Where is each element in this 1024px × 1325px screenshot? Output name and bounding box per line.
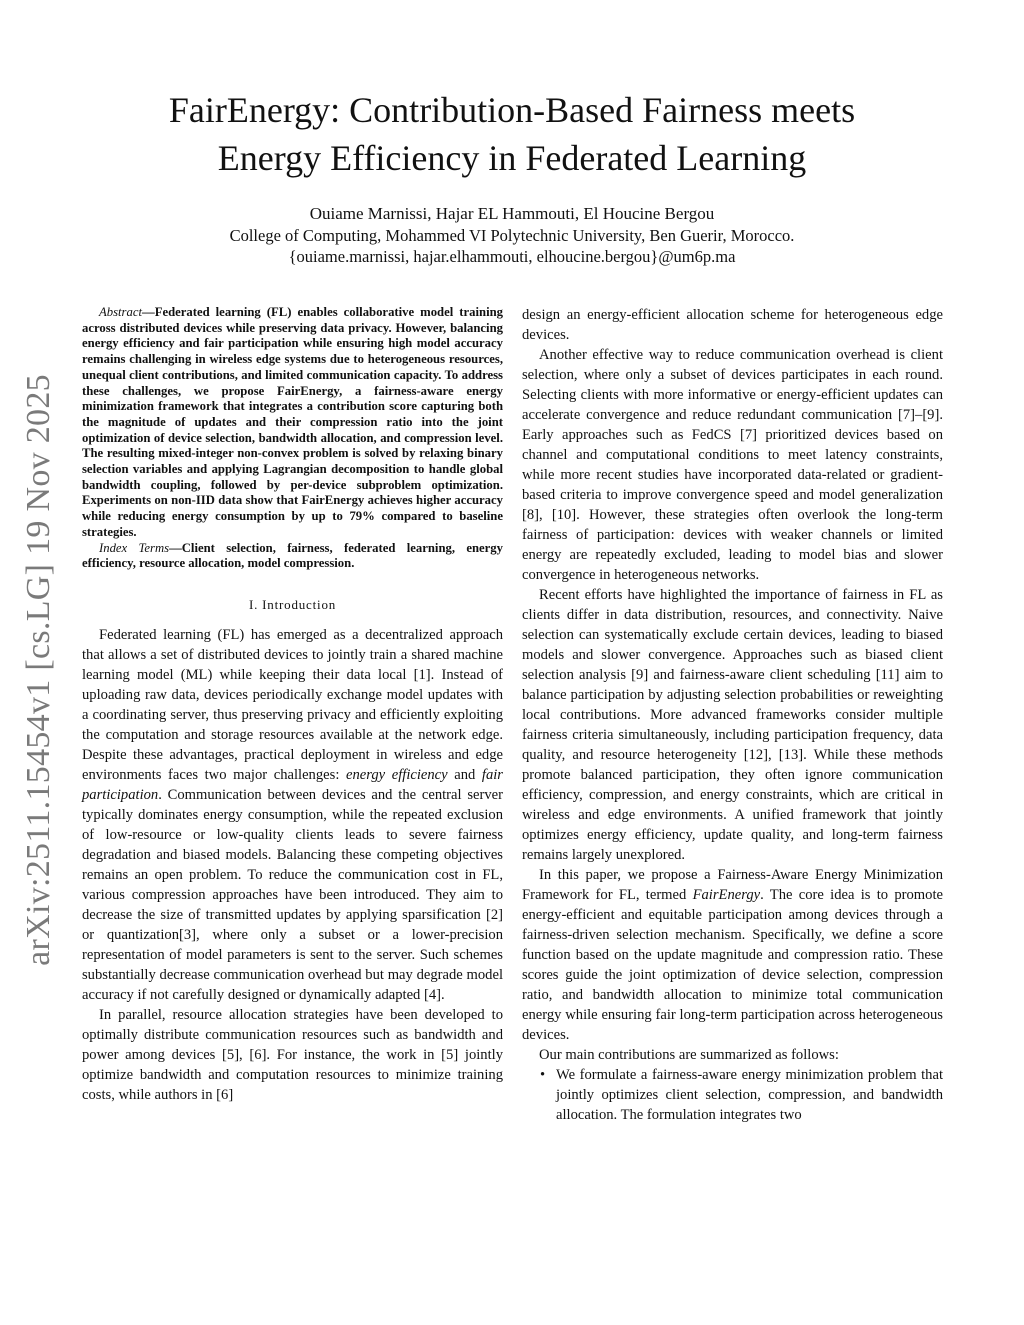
right-p3-text-b: . The core idea is to promote energy-efficient and equitable participation among devices through a fairness-driven selection mechanism. Specifically, we define a score function based on the update magnitude and compression ratio. These scores guide the joint optimization of device selection, compression ratio, and bandwidth allocation to minimize total communication energy while ensuring fair long-term participation across heterogeneous devices. (522, 887, 943, 1043)
intro-p1-text-c: . Communication between devices and the central server typically dominates energy consumption, while the repeated exclusion of low-resource or low-quality clients leads to severe fairness degradation and biased models. Balancing these competing objectives remains an open problem. To reduce the communication cost in FL, various compression approaches have been introduced. They aim to decrease the size of transmitted updates by applying sparsification [2] or quantization[3], where only a subset or a lower-precision representation of model parameters is sent to the server. Such schemes substantially decrease communication overhead but may degrade model accuracy if not carefully designed or dynamically adapted [4]. (82, 786, 503, 1003)
author-names: Ouiame Marnissi, Hajar EL Hammouti, El Houcine Bergou (309, 204, 715, 223)
abstract (82, 305, 503, 541)
title-line-2: Energy Efficiency in Federated Learning (217, 138, 807, 178)
right-paragraph-3 (522, 865, 943, 1045)
intro-p1-text-b: and (447, 766, 482, 783)
right-column (522, 305, 943, 1125)
bullet-1-text: We formulate a fairness-aware energy minimization problem that jointly optimizes client selection, compression, and bandwidth allocation. The formulation integrates two (556, 1067, 943, 1123)
bullet-dot-icon: • (540, 1067, 546, 1083)
right-paragraph-0: design an energy-efficient allocation scheme for heterogeneous edge devices. (522, 307, 943, 343)
author-block (82, 203, 942, 267)
intro-p1-emphasis-1: energy efficiency (345, 766, 448, 783)
index-terms (82, 541, 503, 572)
right-p3-text-a: In this paper, we propose a Fairness-Aware Energy Minimization Framework for FL, termed (522, 867, 943, 903)
paper-title (82, 86, 942, 182)
affiliation: College of Computing, Mohammed VI Polytechnic University, Ben Guerir, Morocco. (229, 226, 795, 245)
index-terms-text: —Client selection, fairness, federated learning, energy efficiency, resource allocation, model compression. (82, 540, 503, 571)
intro-paragraph-1 (82, 625, 503, 1005)
intro-p1-emphasis-2: fair participation (82, 766, 503, 803)
arxiv-sidebar (14, 370, 64, 970)
section-heading-introduction: I. Introduction (248, 596, 337, 612)
abstract-label: Abstract (99, 305, 142, 319)
title-line-1: FairEnergy: Contribution-Based Fairness meets (168, 90, 856, 130)
right-paragraph-4: Our main contributions are summarized as follows: (539, 1047, 839, 1063)
arxiv-identifier: arXiv:2511.15454v1 [cs.LG] 19 Nov 2025 (20, 374, 57, 966)
abstract-text: —Federated learning (FL) enables collaborative model training across distributed devices while preserving data privacy. However, balancing energy efficiency and fair participation while ensuring high model accuracy remains challenging in wireless edge systems due to heterogeneous resources, unequal client contributions, and limited communication capacity. To address these challenges, we propose FairEnergy, a fairness-aware energy minimization framework that integrates a contribution score capturing both the magnitude of updates and their compression ratio into the joint optimization of device selection, bandwidth allocation, and compression level. The resulting mixed-integer non-convex problem is solved by relaxing binary selection variables and applying Lagrangian decomposition to handle global bandwidth coupling, followed by per-device subproblem optimization. Experiments on non-IID data show that FairEnergy achieves higher accuracy while reducing energy consumption by up to 79% compared to baseline strategies. (82, 305, 503, 539)
index-terms-label: Index Terms (99, 540, 170, 555)
right-paragraph-1: Another effective way to reduce communication overhead is client selection, where only a subset of devices participates in each round. Selecting clients with more informative or energy-efficient updates can accelerate convergence and reduce redundant communication [7]–[9]. Early approaches such as FedCS [7] prioritized devices based on channel and computational conditions to meet latency constraints, while more recent studies have incorporated data-related or gradient-based criteria to improve convergence speed and model generalization [8], [10]. However, these strategies often overlook the long-term fairness of participation: devices with weaker channels or limited energy are repeatedly excluded, leading to model bias and slower convergence in heterogeneous networks. (522, 347, 943, 583)
contribution-bullet-1 (522, 1065, 943, 1125)
intro-p1-text-a: Federated learning (FL) has emerged as a decentralized approach that allows a set of distributed devices to jointly train a shared machine learning model (ML) while keeping their data local [1]. Instead of uploading raw data, devices periodically exchange model updates with a coordinating server, thus preserving privacy and efficiently exploiting the computation and storage resources available at the network edge. Despite these advantages, practical deployment in wireless and edge environments faces two major challenges: (82, 626, 503, 783)
intro-paragraph-2: In parallel, resource allocation strategies have been developed to optimally distribute communication resources such as bandwidth and power among devices [5], [6]. For instance, the work in [5] jointly optimize bandwidth and computation resources to minimize training costs, while authors in [6] (82, 1006, 503, 1103)
emails: {ouiame.marnissi, hajar.elhammouti, elhoucine.bergou}@um6p.ma (288, 247, 736, 266)
right-paragraph-2: Recent efforts have highlighted the importance of fairness in FL as clients differ in data distribution, resources, and connectivity. Naive selection can systematically exclude certain devices, leading to biased models and slower convergence. Approaches such as biased client selection analysis [9] and fairness-aware client scheduling [11] aim to balance participation by adjusting selection probabilities or reweighting local contributions. More advanced frameworks consider multiple fairness criteria simultaneously, including participation frequency, data quality, and resource heterogeneity [12], [13]. While these methods promote balanced participation, they often ignore communication efficiency, compression, and energy constraints, which are critical in wireless and edge environments. A unified framework that jointly optimizes energy efficiency, update quality, and long-term fairness remains largely unexplored. (522, 587, 943, 863)
right-p3-emphasis: FairEnergy (692, 887, 761, 903)
left-column (82, 305, 503, 1105)
